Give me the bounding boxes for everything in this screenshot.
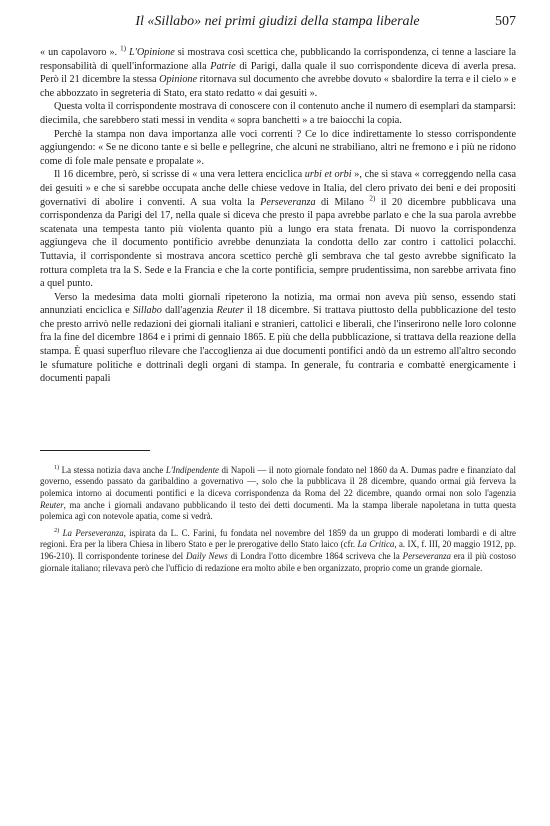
running-title: Il «Sillabo» nei primi giudizi della stampa liberale <box>135 14 420 29</box>
paragraph-4: Il 16 dicembre, però, si scrisse di « una vera lettera enciclica urbi et orbi », che si stava « correggendo nella casa dei gesuiti » e che si sarebbe occupata anche delle chiese vedove in Italia, del clero privato dei beni e dei propositi governativi di abolire i conventi. A sua volta la Perseveranza di Milano $^{2)}$ il 20 dicembre pubblicava una corrispondenza da Parigi del 17, nella quale si diceva che presto il papa avrebbe parlato e che la sua parola avrebbe scatenata una tempesta tanto più violenta quanto più a lungo era stata frenata. Di nuovo la corrispondenza aggiungeva che il documento pontificio avrebbe denunziata la condotta dello zar contro i cattolici polacchi. Tuttavia, il corrispondente si mostrava ancora scettico perchè gli sembrava che tal gesto avrebbe significato la rottura completa tra la S. Sede e la Francia e che la corte pontificia, sempre prudentissima, non sarebbe arrivata fino a quel punto. <box>40 169 516 290</box>
footnote-2: $^{2)}$ La Perseveranza, ispirata da L. C. Farini, fu fondata nel novembre del 1859 da un gruppo di moderati lombardi e di altre regioni. Era per la libera Chiesa in libero Stato e per le prerogative dello Stato laico (cfr. La Critica, a. IX, f. III, 20 maggio 1912, pp. 196-210). Il corrispondente torinese del Daily News di Londra l'otto dicembre 1864 scriveva che la Perseveranza era il più costoso giornale italiano; rilevava però che l'ufficio di redazione era molto abile e ben organizzato, proprio come un grande giornale. <box>40 526 516 573</box>
main-text <box>40 46 516 386</box>
paragraph-2: Questa volta il corrispondente mostrava di conoscere con il contenuto anche il numero di esemplari da stamparsi: diecimila, che sarebbero stati messi in vendita « sopra banchetti » a tre baiocchi la copia. <box>40 101 516 126</box>
paragraph-5: Verso la medesima data molti giornali ripeterono la notizia, ma ormai non aveva più senso, essendo stati annunziati enciclica e Sillabo dall'agenzia Reuter il 18 dicembre. Si trattava piuttosto della pubblicazione del testo che presto arrivò nelle redazioni dei giornali italiani e stranieri, cattolici e liberali, che l'inserirono nelle loro colonne fra la fine del dicembre 1864 e i primi di gennaio 1865. E più che della pubblicazione, si trattava della reazione della stampa. È quasi superfluo rilevare che l'accoglienza ai due documenti pontifici andò da un estremo all'altro secondo le sfumature politiche e dottrinali degli organi di stampa. In generale, fu contraria e combattè energicamente i documenti papali <box>40 291 517 385</box>
footnote-1: $^{1)}$ La stessa notizia dava anche L'Indipendente di Napoli — il noto giornale fondato nel 1860 da A. Dumas padre e finanziato dal governo, essendo passato da garibaldino a governativo —, solo che la pubblicava il 28 dicembre, quando ormai già ferveva la polemica intorno ai documenti pontifici e la diceva corrispondenza da Roma del 22 dicembre, quando ormai non solo l'agenzia Reuter, ma anche i giornali andavano pubblicando il testo dei detti documenti. Ma la stampa liberale napoletana in tutta questa polemica agì con notevole apatia, come si vedrà. <box>40 463 516 522</box>
footnotes <box>40 465 516 574</box>
page-number: 507 <box>494 14 516 29</box>
paragraph-3: Perchè la stampa non dava importanza alle voci correnti ? Ce lo dice indirettamente lo stesso corrispondente aggiungendo: « Se ne dicono tante e sì belle e pellegrine, che alcuni ne strabiliano, altri ne fremono e i più ne ridono come di fole male pensate e propalate ». <box>40 128 516 167</box>
footnote-separator <box>40 450 150 451</box>
paragraph-1: « un capolavoro ». $^{1)}$ L'Opinione si mostrava così scettica che, pubblicando la corrispondenza, ci tenne a lasciare la responsabilità di quell'informazione alla Patrie di Parigi, dalla quale il suo corrispondente diceva di averla presa. Però il 21 dicembre la stessa Opinione ritornava sul documento che avrebbe dovuto « sbalordire la terra e il cielo » e che abbozzato in segreteria di Stato, era stato redatto « dai gesuiti ». <box>40 44 517 99</box>
running-header <box>40 14 516 46</box>
